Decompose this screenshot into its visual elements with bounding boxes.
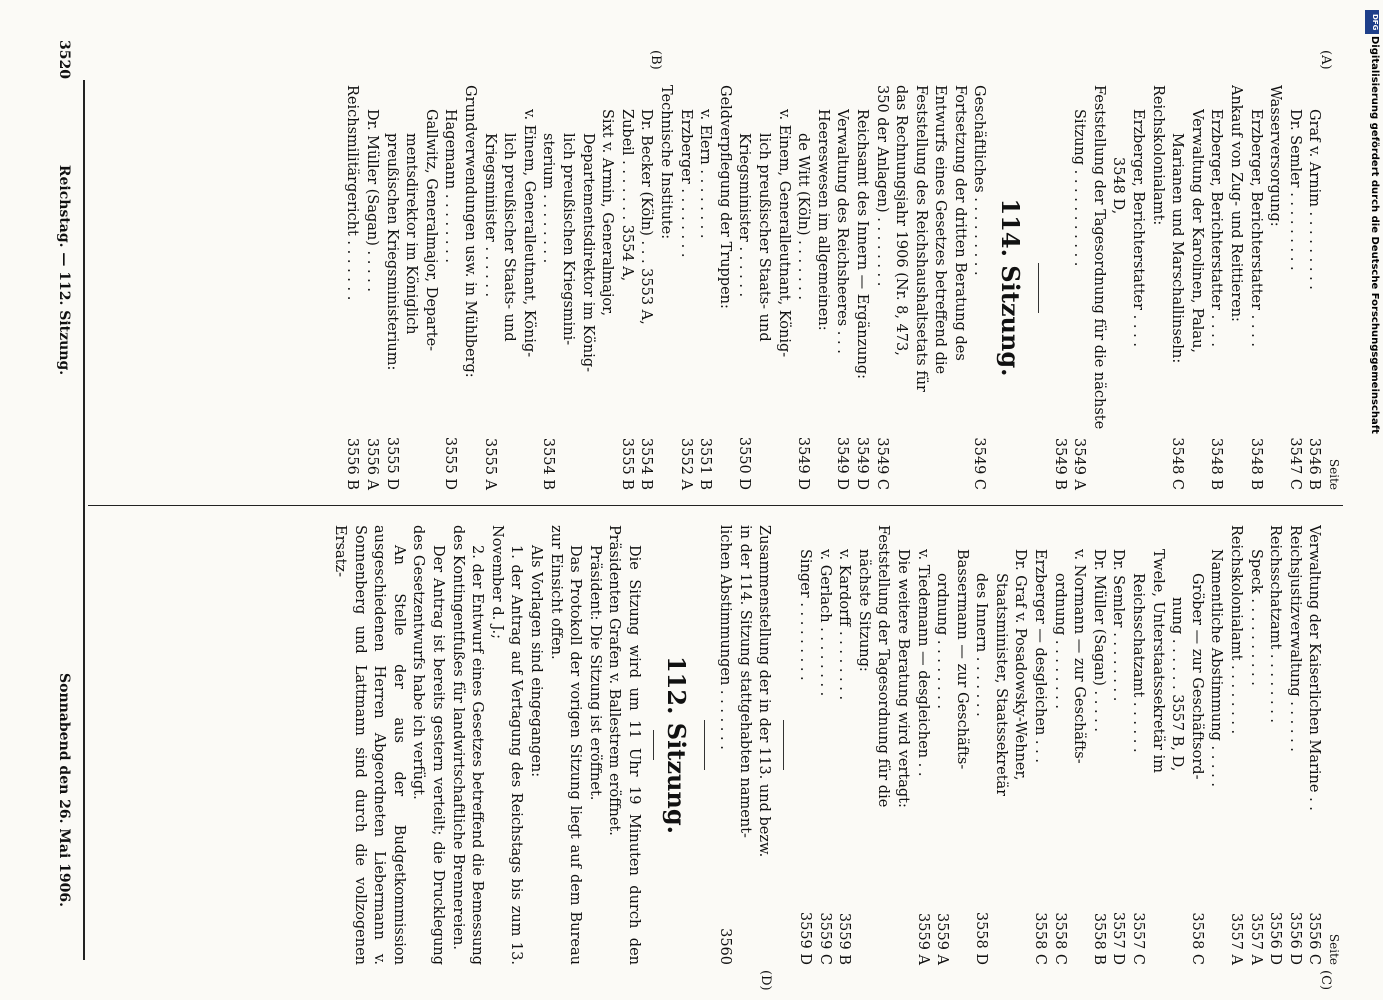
- toc-entry-page-ref: [753, 482, 773, 490]
- page-number: 3520: [56, 40, 72, 79]
- toc-entry: [932, 525, 952, 965]
- toc-entry-text: Feststellung der Tagesordnung für die nächste: [1090, 85, 1107, 430]
- body-paragraph: Präsident: Die Sitzung ist eröffnet.: [586, 545, 603, 801]
- toc-entry-page-ref: [1127, 482, 1147, 490]
- toc-entry-page-ref: [1147, 482, 1167, 490]
- toc-entry-text: Fortsetzung der dritten Beratung des: [951, 85, 968, 361]
- toc-entry-text: Singer . . . . . . . . .: [796, 549, 813, 681]
- toc-entry: [949, 85, 969, 490]
- toc-entry-page-ref: 3556 A: [364, 438, 381, 490]
- toc-entry-page-ref: [812, 482, 832, 490]
- right-column: [88, 525, 1343, 965]
- toc-entry-text: Kriegsminister . . . . . .: [736, 133, 753, 298]
- toc-entry-page-ref: [518, 482, 538, 490]
- toc-entry: [362, 85, 382, 490]
- toc-entry: [812, 85, 832, 490]
- toc-entry: [518, 85, 538, 490]
- toc-entry: [1088, 85, 1108, 490]
- toc-entry-text: Staatsminister, Staatssekretär: [992, 573, 1009, 797]
- toc-entry-page-ref: 3549 C: [873, 437, 890, 490]
- toc-entry: [1069, 85, 1089, 490]
- toc-entry-text: Erzberger, Berichterstatter . . . .: [1247, 109, 1264, 347]
- toc-entry: [814, 525, 834, 965]
- toc-entry-page-ref: 3554 B: [638, 437, 655, 490]
- left-column: [88, 85, 1343, 490]
- header-right-title: Sonnabend den 26. Mai 1906.: [56, 673, 72, 907]
- toc-entry-page-ref: 3557 D: [1110, 911, 1127, 965]
- toc-entry-page-ref: 3549 D: [795, 436, 812, 490]
- toc-entry: [401, 85, 421, 490]
- toc-entry-page-ref: [930, 482, 950, 490]
- summary-block: [715, 525, 774, 965]
- toc-entry: [597, 85, 617, 490]
- toc-entry: [1167, 525, 1187, 965]
- toc-entry-page-ref: 3546 B: [1306, 437, 1323, 490]
- toc-entry-page-ref: 3558 C: [1032, 912, 1049, 965]
- toc-entry-text: Erzberger . . . . . . . .: [677, 109, 694, 258]
- summary-line: [734, 525, 754, 965]
- toc-entry: [912, 525, 932, 965]
- toc-entry-text: Wasserversorgung:: [1267, 85, 1284, 227]
- left-entries-top: [1049, 85, 1323, 490]
- toc-entry-page-ref: 3549 B: [1051, 437, 1068, 490]
- toc-entry: [951, 525, 971, 965]
- toc-entry-page-ref: 3555 B: [618, 437, 635, 490]
- toc-entry: [773, 85, 793, 490]
- toc-entry-text: Erzberger — desgleichen . . .: [1032, 549, 1049, 763]
- toc-entry: [910, 85, 930, 490]
- toc-entry: [1206, 525, 1226, 965]
- toc-entry: [655, 85, 675, 490]
- toc-entry-text: Reichsschatzamt . . . . . . . .: [1267, 525, 1284, 724]
- summary-line-text: lichen Abstimmungen . . . . . . .: [717, 525, 734, 750]
- toc-entry-text: Gröber — zur Geschäftsord-: [1188, 573, 1205, 780]
- body-paragraph: Die Sitzung wird um 11 Uhr 19 Minuten durch den Präsidenten Grafen v. Ballestrem eröffnet.: [606, 525, 642, 965]
- toc-entry: [675, 85, 695, 490]
- toc-entry-text: Die weitere Beratung wird vertagt:: [894, 549, 911, 808]
- toc-entry: [1049, 525, 1069, 965]
- toc-entry-page-ref: 3549 C: [971, 437, 988, 490]
- toc-entry-page-ref: 3549 A: [1071, 438, 1088, 490]
- toc-entry: [1108, 525, 1128, 965]
- toc-entry: [1265, 85, 1285, 490]
- seite-label-right: Seite: [1327, 933, 1341, 965]
- toc-entry-text: ordnung . . . . . . . .: [934, 573, 951, 709]
- toc-entry-page-ref: [1108, 482, 1128, 490]
- toc-entry-page-ref: [1206, 957, 1226, 965]
- toc-entry-text: Reichsjustizverwaltung . . . . . .: [1286, 525, 1303, 752]
- toc-entry: [1186, 85, 1206, 490]
- toc-entry-page-ref: 3559 B: [836, 912, 853, 965]
- toc-entry-text: Verwaltung des Reichsheeres . . .: [834, 109, 851, 354]
- toc-entry-page-ref: [714, 482, 734, 490]
- toc-entry-text: Speck . . . . . . . . . .: [1247, 549, 1264, 686]
- toc-entry-text: de Witt (Köln) . . . . . . .: [795, 133, 812, 301]
- toc-entry-text: Zubeil . . . . . . . 3554 A,: [618, 109, 635, 282]
- dfg-logo: DFG: [1365, 10, 1379, 34]
- toc-entry: [1206, 85, 1226, 490]
- toc-entry-text: Erzberger, Berichterstatter . . . .: [1130, 109, 1147, 347]
- toc-entry-page-ref: [1186, 482, 1206, 490]
- toc-entry-page-ref: [853, 957, 873, 965]
- toc-entry: [873, 525, 893, 965]
- body-paragraph: An Stelle der aus der Budgetkommission ausgeschiedenen Herren Abgeordneten Liebermann v. Sonnenberg und Lattmann sind durch die vollzogenen Ersatz-: [332, 525, 407, 965]
- margin-mark-b: (B): [648, 50, 663, 70]
- toc-entry: [1069, 525, 1089, 965]
- header-rule: [83, 80, 85, 960]
- toc-entry: [1127, 85, 1147, 490]
- toc-entry: [1010, 525, 1030, 965]
- toc-entry-text: Entwurfs eines Gesetzes betreffend die: [932, 85, 949, 375]
- toc-entry-text: v. Einem, Generalleutnant, König-: [775, 109, 792, 358]
- toc-entry: [834, 525, 854, 965]
- body-paragraph: 1. der Antrag auf Vertagung des Reichstags bis zum 13. November d. J.;: [488, 525, 525, 965]
- margin-mark-a: (A): [1318, 50, 1333, 70]
- toc-entry-text: Dr. Müller (Sagan) . . . . .: [1090, 549, 1107, 733]
- toc-entry-text: Namentliche Abstimmung . . . . .: [1208, 549, 1225, 787]
- toc-entry-page-ref: [949, 482, 969, 490]
- toc-entry: [695, 85, 715, 490]
- toc-entry: [616, 85, 636, 490]
- toc-entry: [636, 85, 656, 490]
- toc-entry-text: des Innern . . . . . . .: [973, 573, 990, 717]
- toc-entry-page-ref: 3550 D: [736, 436, 753, 490]
- toc-entry-page-ref: [910, 482, 930, 490]
- toc-entry-page-ref: [401, 482, 421, 490]
- running-header: [53, 40, 75, 960]
- toc-entry-text: Dr. Semler . . . . . . . .: [1110, 549, 1127, 702]
- toc-entry: [853, 525, 873, 965]
- toc-entry: [1265, 525, 1285, 965]
- margin-mark-d: (D): [758, 970, 773, 991]
- toc-entry: [734, 85, 754, 490]
- toc-entry-text: mentsdirektor im Königlich: [403, 133, 420, 335]
- summary-page-ref: 3560: [717, 928, 734, 965]
- toc-entry-text: Grundverwendungen usw. in Mühlberg:: [462, 85, 479, 378]
- toc-entry: [851, 85, 871, 490]
- toc-entry-page-ref: 3548 B: [1208, 437, 1225, 490]
- toc-entry-text: Kriegsminister . . . . . .: [481, 133, 498, 298]
- toc-entry-page-ref: 3554 B: [540, 437, 557, 490]
- toc-entry-page-ref: 3551 B: [697, 437, 714, 490]
- toc-entry-text: v. Kardorff . . . . . . . .: [836, 549, 853, 701]
- body-paragraph: Der Antrag ist bereits gestern verteilt; die Drucklegung des Gesetzentwurfs habe ich verfügt.: [410, 525, 447, 965]
- toc-entry: [1147, 85, 1167, 490]
- summary-line-text: in der 114. Sitzung stattgehabten nament-: [736, 525, 753, 838]
- toc-entry-text: Graf v. Arnim . . . . . . . . .: [1306, 109, 1323, 290]
- toc-entry-page-ref: 3557 C: [1130, 912, 1147, 965]
- toc-entry: [499, 85, 519, 490]
- toc-entry-text: v. Tiedemann — desgleichen . .: [914, 549, 931, 777]
- toc-entry: [479, 85, 499, 490]
- toc-entry: [969, 85, 989, 490]
- section-divider: [653, 730, 654, 760]
- toc-entry: [342, 85, 362, 490]
- toc-entry-page-ref: 3549 D: [853, 436, 870, 490]
- toc-entry-text: Erzberger, Berichterstatter . . . .: [1208, 109, 1225, 347]
- header-left-title: Reichstag. — 112. Sitzung.: [56, 164, 72, 376]
- toc-entry-page-ref: 3559 A: [914, 913, 931, 965]
- toc-entry-text: Feststellung der Tagesordnung für die: [875, 525, 892, 808]
- toc-entry-text: Heereswesen im allgemeinen:: [814, 109, 831, 331]
- toc-entry-text: lich preußischen Kriegsmini-: [560, 133, 577, 346]
- toc-entry: [832, 85, 852, 490]
- toc-entry-page-ref: [873, 957, 893, 965]
- toc-entry: [1186, 525, 1206, 965]
- toc-entry: [794, 525, 814, 965]
- body-paragraph: 2. der Entwurf eines Gesetzes betreffend die Bemessung des Kontingentfußes für landwirtschaftliche Brennereien.: [449, 525, 486, 965]
- toc-entry: [753, 85, 773, 490]
- toc-entry-text: Twele, Unterstaatssekretär im: [1149, 549, 1166, 774]
- toc-entry-text: Ankauf von Zug- und Reittieren:: [1228, 85, 1245, 322]
- toc-entry-page-ref: [1147, 957, 1167, 965]
- toc-entry-page-ref: 3559 D: [796, 911, 813, 965]
- toc-entry-text: Reichskolonialamt:: [1149, 85, 1166, 226]
- toc-entry-text: Geldverpflegung der Truppen:: [716, 85, 733, 309]
- toc-entry: [1225, 525, 1245, 965]
- toc-entry: [971, 525, 991, 965]
- toc-entry: [1127, 525, 1147, 965]
- summary-line: [715, 525, 735, 965]
- toc-entry-page-ref: 3556 C: [1306, 912, 1323, 965]
- seite-label-left: Seite: [1327, 458, 1341, 490]
- toc-entry-page-ref: 3548 B: [1247, 437, 1264, 490]
- toc-entry-text: Departementsdirektor im König-: [579, 133, 596, 373]
- toc-entry-page-ref: [990, 957, 1010, 965]
- toc-entry-page-ref: 3557 A: [1247, 913, 1264, 965]
- toc-entry-text: das Rechnungsjahr 1906 (Nr. 8, 473,: [893, 85, 910, 356]
- toc-entry-page-ref: 3558 D: [973, 911, 990, 965]
- toc-entry-text: sterium . . . . . . . .: [540, 133, 557, 264]
- toc-entry-text: Marianen und Marschallinseln:: [1169, 133, 1186, 364]
- toc-entry-text: Gallwitz, Generalmajor, Departe-: [422, 109, 439, 352]
- toc-entry-text: v. Elern . . . . . . . .: [697, 109, 714, 239]
- toc-entry-page-ref: [577, 482, 597, 490]
- toc-entry: [459, 85, 479, 490]
- toc-entry-text: Verwaltung der Kaiserlichen Marine . .: [1306, 525, 1323, 811]
- margin-mark-c: (C): [1318, 970, 1333, 991]
- toc-entry: [440, 85, 460, 490]
- toc-entry-text: v. Normann — zur Geschäfts-: [1071, 549, 1088, 764]
- toc-entry-text: Dr. Graf v. Posadowsky-Wehner,: [1012, 549, 1029, 781]
- toc-entry-page-ref: 3555 D: [383, 436, 400, 490]
- toc-entry: [1284, 525, 1304, 965]
- toc-entry-text: Geschäftliches . . . . . . . . .: [971, 85, 988, 276]
- toc-entry: [930, 85, 950, 490]
- toc-entry: [1088, 525, 1108, 965]
- body-paragraph: Als Vorlagen sind eingegangen:: [528, 545, 545, 778]
- toc-entry-page-ref: [1265, 482, 1285, 490]
- toc-entry-text: ordnung . . . . . . . .: [1051, 573, 1068, 709]
- toc-entry-text: preußischen Kriegsministerium:: [383, 133, 400, 371]
- section-divider: [704, 720, 705, 770]
- column-rule: [88, 505, 1343, 506]
- left-entries-bottom: [342, 85, 989, 490]
- toc-entry: [1108, 85, 1128, 490]
- toc-entry-page-ref: 3559 C: [816, 912, 833, 965]
- section-divider: [1038, 263, 1039, 313]
- toc-entry-page-ref: 3556 D: [1286, 911, 1303, 965]
- toc-entry: [1049, 85, 1069, 490]
- toc-entry-page-ref: [1167, 957, 1187, 965]
- toc-entry-text: Reichskolonialamt . . . . . . . .: [1228, 525, 1245, 735]
- toc-entry: [1284, 85, 1304, 490]
- right-entries: [794, 525, 1323, 965]
- toc-entry: [557, 85, 577, 490]
- toc-entry-text: lich preußischer Staats- und: [755, 133, 772, 342]
- toc-entry: [871, 85, 891, 490]
- toc-entry-text: Reichsamt des Innern — Ergänzung:: [853, 109, 870, 380]
- toc-entry-text: 3548 D,: [1110, 157, 1127, 215]
- toc-entry-page-ref: 3548 C: [1169, 437, 1186, 490]
- toc-entry-text: 350 der Anlagen) . . . . . . . .: [873, 85, 890, 287]
- toc-entry-page-ref: [499, 482, 519, 490]
- toc-entry: [793, 85, 813, 490]
- toc-entry-page-ref: [1225, 482, 1245, 490]
- toc-entry-text: Sixt v. Armin, Generalmajor,: [599, 109, 616, 317]
- toc-entry-text: nächste Sitzung:: [855, 549, 872, 672]
- toc-entry: [1147, 525, 1167, 965]
- toc-entry: [714, 85, 734, 490]
- toc-entry-text: Verwaltung der Karolinen, Palau,: [1188, 109, 1205, 354]
- toc-entry: [538, 85, 558, 490]
- toc-entry-page-ref: [892, 957, 912, 965]
- toc-entry: [990, 525, 1010, 965]
- toc-entry: [381, 85, 401, 490]
- toc-entry: [1030, 525, 1050, 965]
- toc-entry-page-ref: 3559 A: [934, 913, 951, 965]
- toc-entry: [891, 85, 911, 490]
- toc-entry-page-ref: [420, 482, 440, 490]
- toc-entry-text: Technische Institute:: [658, 85, 674, 240]
- toc-entry-page-ref: 3552 A: [677, 438, 694, 490]
- toc-entry-page-ref: [597, 482, 617, 490]
- toc-entry-text: Hagemann . . . . . . . .: [442, 109, 459, 263]
- toc-entry-page-ref: 3556 D: [1267, 911, 1284, 965]
- toc-entry-page-ref: 3558 B: [1090, 912, 1107, 965]
- toc-entry-text: lich preußischer Staats- und: [501, 133, 518, 342]
- toc-entry: [1225, 85, 1245, 490]
- toc-entry-page-ref: 3558 C: [1051, 912, 1068, 965]
- body-paragraph: Das Protokoll der vorigen Sitzung liegt auf dem Bureau zur Einsicht offen.: [547, 525, 584, 965]
- toc-entry-page-ref: [557, 482, 577, 490]
- toc-entry-text: Bassermann — zur Geschäfts-: [953, 549, 970, 770]
- toc-entry-text: Dr. Müller (Sagan) . . . . .: [364, 109, 381, 293]
- toc-entry: [1167, 85, 1187, 490]
- toc-entry-text: v. Gerlach . . . . . . . .: [816, 549, 833, 697]
- toc-entry-text: Reichsschatzamt . . . . . .: [1130, 573, 1147, 753]
- toc-entry-page-ref: [1010, 957, 1030, 965]
- toc-entry-page-ref: [459, 482, 479, 490]
- section-divider: [783, 720, 784, 770]
- summary-line-text: Zusammenstellung der in der 113. und bezw.: [756, 525, 773, 858]
- toc-entry: [1245, 525, 1265, 965]
- toc-entry: [420, 85, 440, 490]
- toc-entry: [1304, 85, 1324, 490]
- toc-entry-page-ref: [773, 482, 793, 490]
- toc-entry-page-ref: [655, 482, 675, 490]
- toc-entry-text: Feststellung des Reichshaushaltsetats für: [912, 85, 929, 392]
- toc-entry: [892, 525, 912, 965]
- toc-entry: [1245, 85, 1265, 490]
- toc-entry-text: Dr. Semler . . . . . . . . .: [1286, 109, 1303, 271]
- toc-entry-page-ref: 3558 C: [1188, 912, 1205, 965]
- summary-line: [754, 525, 774, 965]
- toc-entry-page-ref: 3555 D: [442, 436, 459, 490]
- toc-entry-text: Reichsmilitärgericht . . . . . . .: [344, 85, 361, 301]
- toc-entry-page-ref: [1069, 957, 1089, 965]
- toc-entry: [1304, 525, 1324, 965]
- toc-entry-page-ref: [891, 482, 911, 490]
- toc-entry-text: v. Einem, Generalleutnant, König-: [520, 109, 537, 358]
- toc-entry-text: Dr. Becker (Köln) . . . 3553 A,: [638, 109, 655, 325]
- section-title-112: 112. Sitzung.: [661, 655, 691, 834]
- toc-entry-page-ref: [1088, 482, 1108, 490]
- toc-entry-text: Sitzung . . . . . . . . . . .: [1071, 109, 1088, 267]
- section-title-114: 114. Sitzung.: [996, 198, 1026, 377]
- digitization-note: Digitalisierung gefördert durch die Deutsche Forschungsgemeinschaft: [1369, 36, 1380, 434]
- toc-entry-page-ref: 3557 A: [1228, 913, 1245, 965]
- toc-entry-page-ref: 3549 D: [834, 436, 851, 490]
- body-text: [330, 525, 644, 965]
- toc-entry-page-ref: 3555 A: [481, 438, 498, 490]
- toc-entry-text: nung . . . . . . 3557 B, D,: [1169, 597, 1186, 772]
- toc-entry-page-ref: 3547 C: [1286, 437, 1303, 490]
- toc-entry-page-ref: 3556 B: [344, 437, 361, 490]
- toc-entry: [577, 85, 597, 490]
- toc-entry-page-ref: [951, 957, 971, 965]
